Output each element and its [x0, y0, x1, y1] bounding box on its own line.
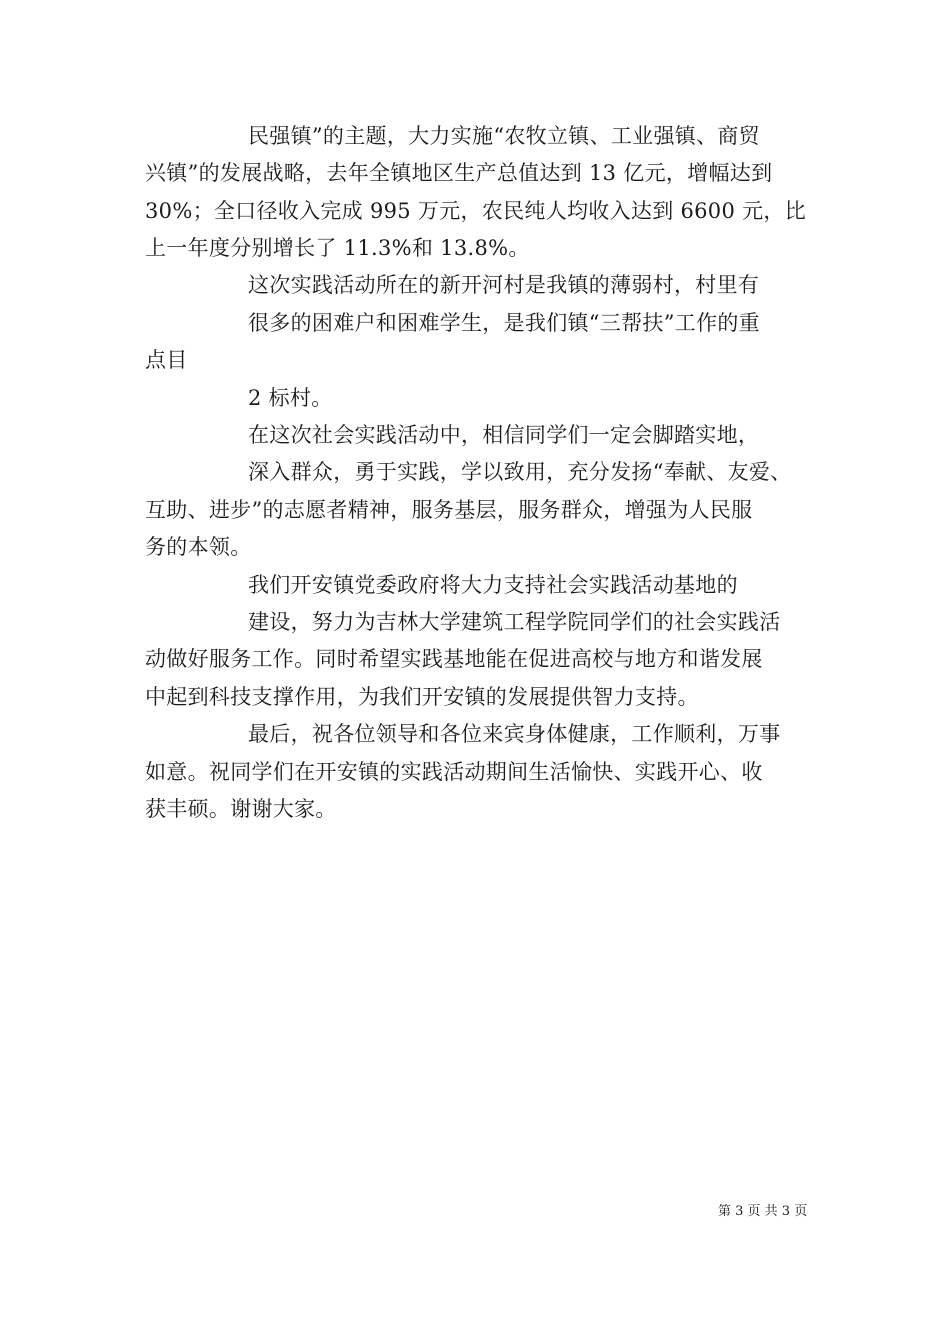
text-line: 点目 [145, 348, 188, 372]
text-line: 互助、进步”的志愿者精神，服务基层，服务群众，增强为人民服 [145, 498, 753, 522]
text-line: 最后，祝各位领导和各位来宾身体健康，工作顺利，万事 [248, 722, 781, 746]
text-line: 民强镇”的主题，大力实施“农牧立镇、工业强镇、商贸 [248, 124, 760, 148]
text-line: 如意。祝同学们在开安镇的实践活动期间生活愉快、实践开心、收 [145, 760, 763, 784]
text-line: 在这次社会实践活动中，相信同学们一定会脚踏实地， [248, 423, 760, 447]
text-line: 兴镇”的发展战略，去年全镇地区生产总值达到 13 亿元，增幅达到 [145, 161, 773, 185]
text-line: 务的本领。 [145, 535, 252, 559]
text-line: 中起到科技支撑作用，为我们开安镇的发展提供智力支持。 [145, 685, 699, 709]
text-line: 获丰硕。谢谢大家。 [145, 797, 337, 821]
text-line: 2 标村。 [248, 386, 333, 410]
text-line: 动做好服务工作。同时希望实践基地能在促进高校与地方和谐发展 [145, 647, 763, 671]
text-line: 建设，努力为吉林大学建筑工程学院同学们的社会实践活 [248, 610, 781, 634]
text-line: 这次实践活动所在的新开河村是我镇的薄弱村，村里有 [248, 273, 760, 297]
text-line: 我们开安镇党委政府将大力支持社会实践活动基地的 [248, 573, 738, 597]
text-line: 深入群众，勇于实践，学以致用，充分发扬“奉献、友爱、 [248, 460, 792, 484]
text-line: 很多的困难户和困难学生，是我们镇“三帮扶”工作的重 [248, 311, 760, 335]
text-line: 30%；全口径收入完成 995 万元，农民纯人均收入达到 6600 元，比 [145, 199, 807, 223]
text-line: 上一年度分别增长了 11.3%和 13.8%。 [145, 236, 530, 260]
page-number-footer: 第 3 页 共 3 页 [718, 1204, 808, 1219]
